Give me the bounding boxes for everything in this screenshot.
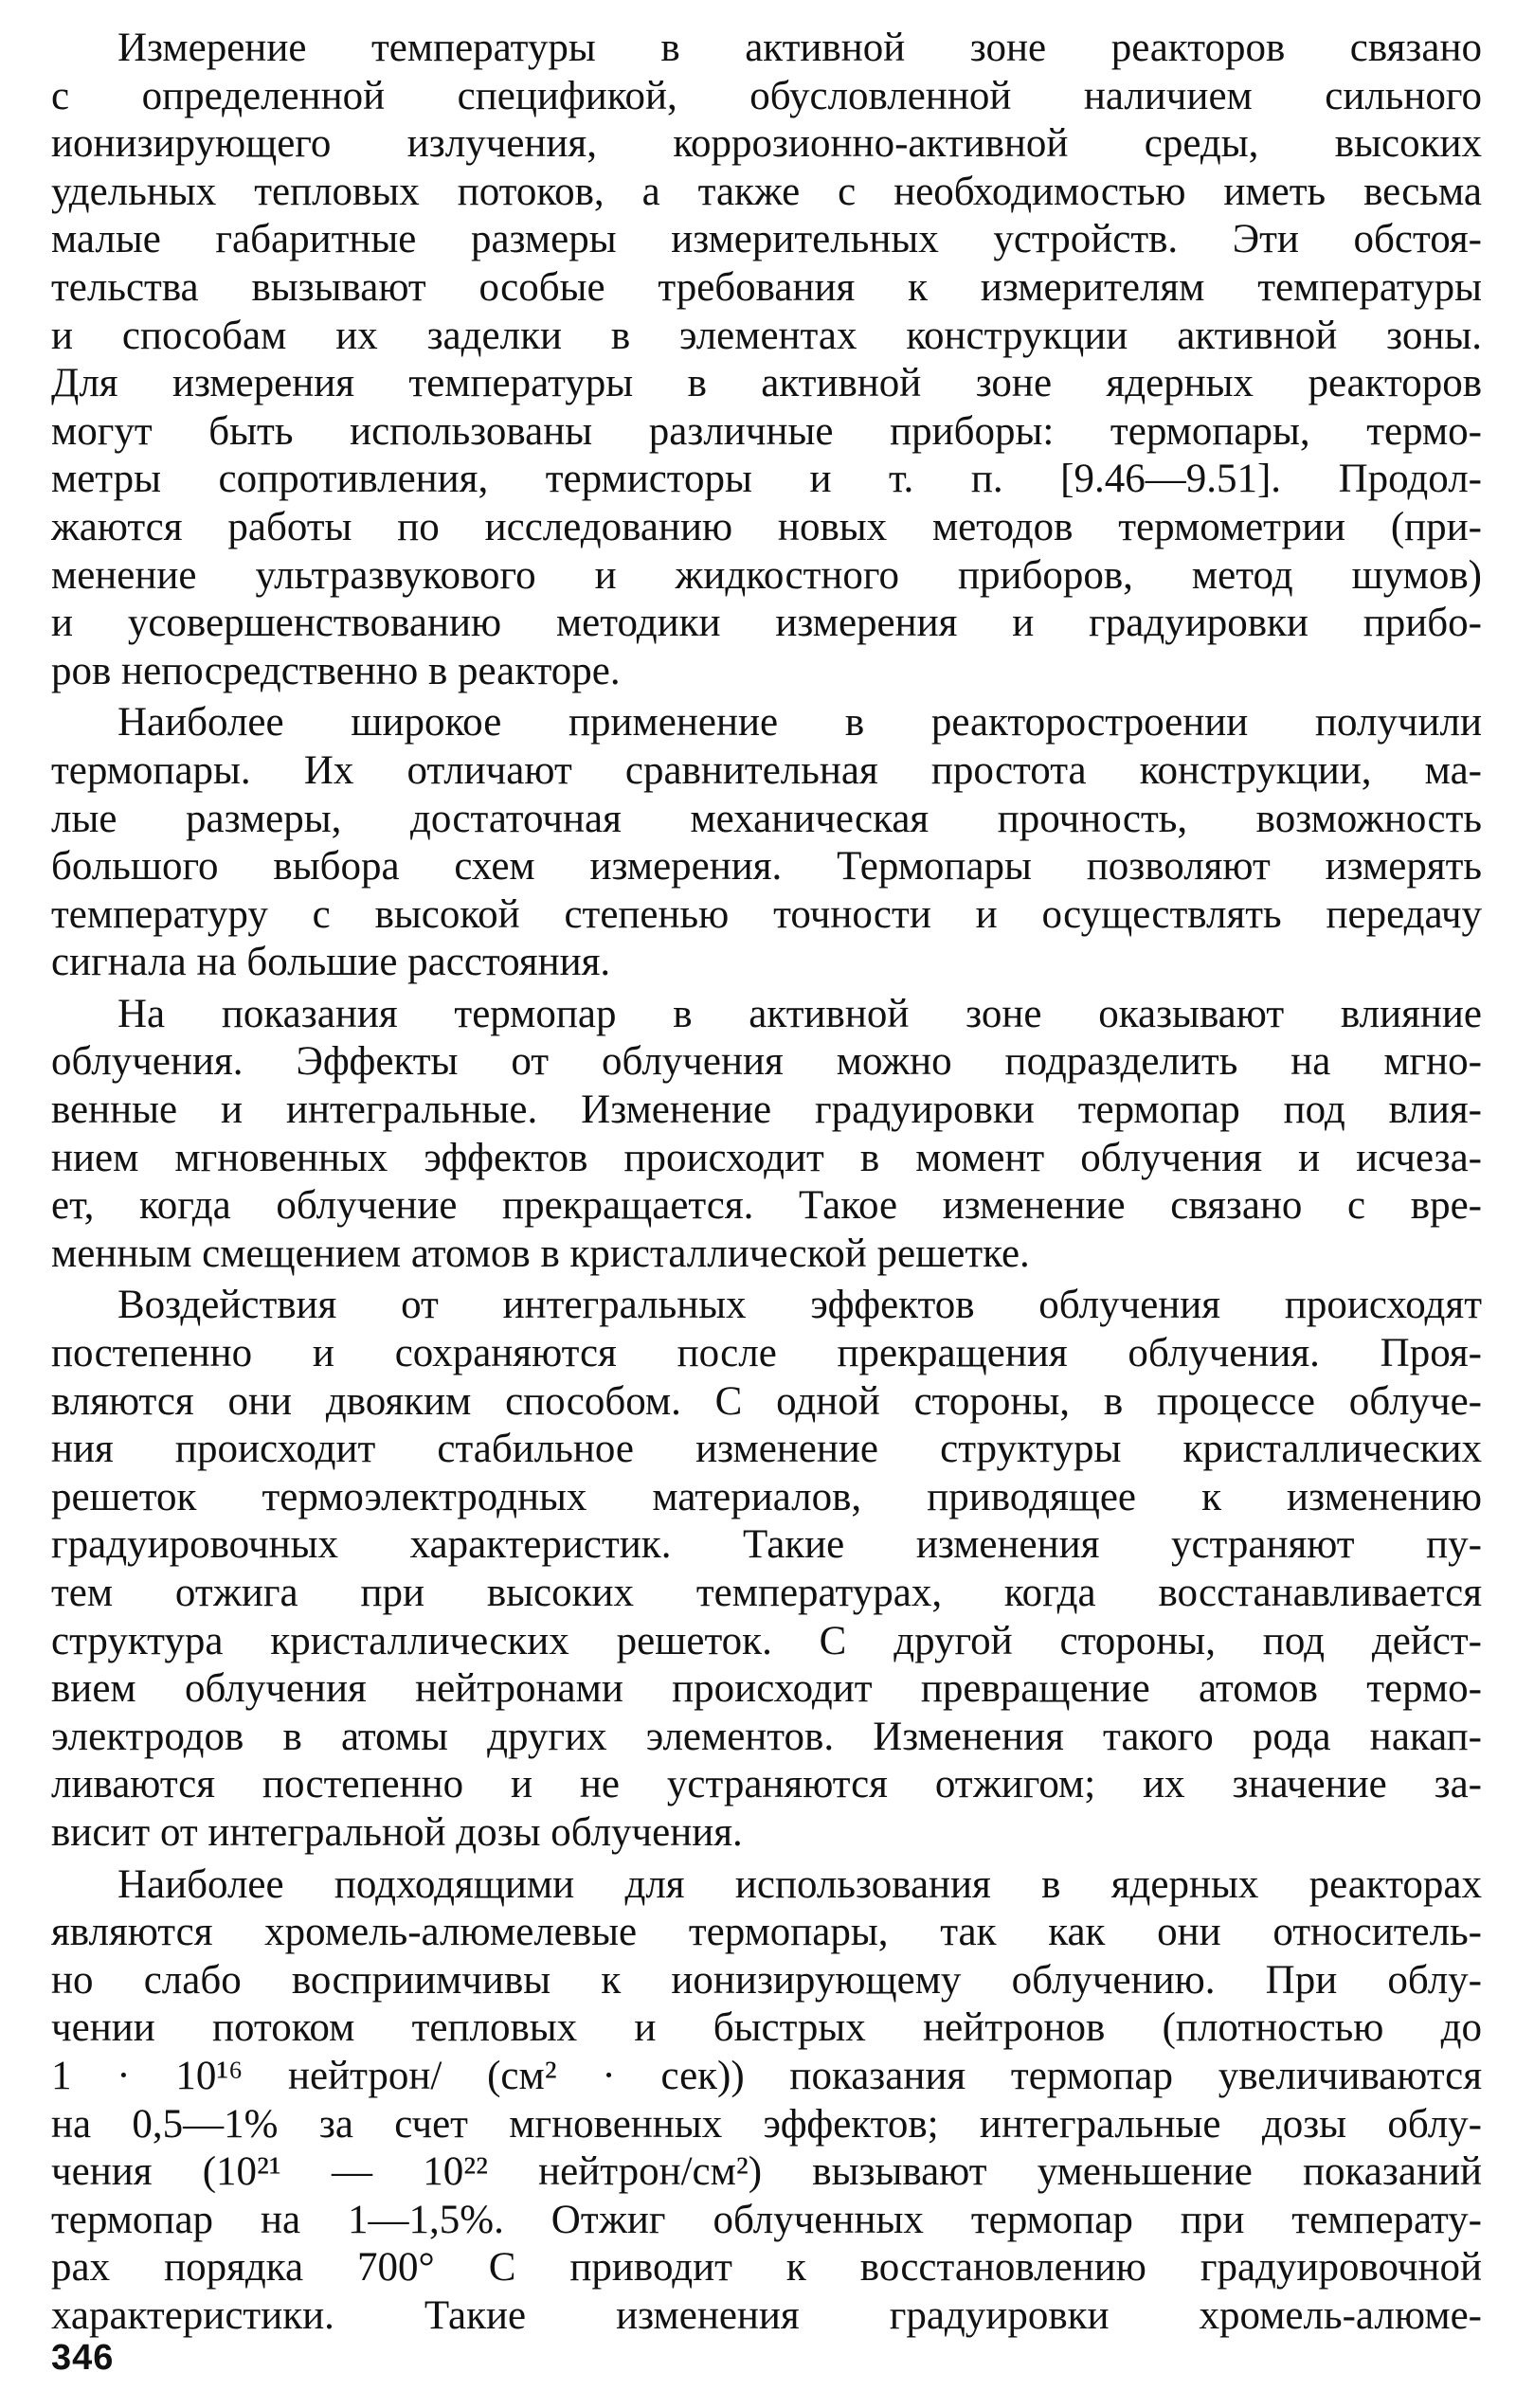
text-line: характеристики. Такие изменения градуировки хромель-алюме- — [51, 2292, 1482, 2338]
text-line: венные и интегральные. Изменение градуировки термопар под влия- — [51, 1087, 1482, 1133]
text-line: На показания термопар в активной зоне оказывают влияние — [117, 991, 1482, 1036]
text-line: решеток термоэлектродных материалов, приводящее к изменению — [51, 1474, 1482, 1519]
text-line: могут быть использованы различные приборы: термопары, термо- — [51, 408, 1482, 454]
text-column — [51, 25, 1482, 2341]
text-line: вием облучения нейтронами происходит превращение атомов термо- — [51, 1666, 1482, 1712]
text-line: менение ультразвукового и жидкостного приборов, метод шумов) — [51, 552, 1482, 598]
text-line: с определенной спецификой, обусловленной наличием сильного — [51, 73, 1482, 118]
text-line: но слабо восприимчивы к ионизирующему облучению. При облу- — [51, 1957, 1482, 2003]
text-line: ния происходит стабильное изменение структуры кристаллических — [51, 1427, 1482, 1472]
text-line: термопар на 1—1,5%. Отжиг облученных термопар при температу- — [51, 2197, 1482, 2242]
text-line: метры сопротивления, термисторы и т. п. [9.46—9.51]. Продол- — [51, 457, 1482, 502]
text-line: облучения. Эффекты от облучения можно подразделить на мгно- — [51, 1039, 1482, 1085]
text-line: 1 · 10¹⁶ нейтрон/ (см² · сек)) показания термопар увеличиваются — [51, 2053, 1482, 2098]
text-line: и способам их заделки в элементах конструкции активной зоны. — [51, 313, 1482, 358]
text-line: висит от интегральной дозы облучения. — [51, 1809, 743, 1855]
text-line: Наиболее широкое применение в реакторостроении получили — [117, 700, 1482, 746]
text-line: удельных тепловых потоков, а также с необходимостью иметь весьма — [51, 169, 1482, 214]
text-line: Измерение температуры в активной зоне реакторов связано — [117, 26, 1482, 70]
text-line: нием мгновенных эффектов происходит в момент облучения и исчеза- — [51, 1135, 1482, 1180]
text-line: менным смещением атомов в кристаллической решетке. — [51, 1231, 1030, 1276]
text-line: Наиболее подходящими для использования в ядерных реакторах — [117, 1861, 1482, 1907]
text-line: жаются работы по исследованию новых методов термометрии (при- — [51, 504, 1482, 549]
text-line: чения (10²¹ — 10²² нейтрон/см²) вызывают уменьшение показаний — [51, 2149, 1482, 2195]
text-line: рах порядка 700° С приводит к восстановлению градуировочной — [51, 2245, 1482, 2291]
text-line: и усовершенствованию методики измерения и градуировки прибо- — [51, 601, 1482, 646]
page-number: 346 — [51, 2338, 115, 2378]
text-line: Для измерения температуры в активной зоне ядерных реакторов — [51, 361, 1482, 406]
text-line: Воздействия от интегральных эффектов облучения происходят — [117, 1283, 1482, 1328]
text-line: ет, когда облучение прекращается. Такое изменение связано с вре- — [51, 1183, 1482, 1229]
text-line: электродов в атомы других элементов. Изменения такого рода накап- — [51, 1714, 1482, 1759]
text-line: вляются они двояким способом. С одной стороны, в процессе облуче- — [51, 1378, 1482, 1424]
text-line: лые размеры, достаточная механическая прочность, возможность — [51, 796, 1482, 841]
text-line: постепенно и сохраняются после прекращения облучения. Проя- — [51, 1331, 1482, 1376]
text-line: чении потоком тепловых и быстрых нейтронов (плотностью до — [51, 2005, 1482, 2051]
text-line: являются хромель-алюмелевые термопары, так как они относитель- — [51, 1910, 1482, 1955]
text-line: температуру с высокой степенью точности и осуществлять передачу — [51, 891, 1482, 937]
text-line: термопары. Их отличают сравнительная простота конструкции, ма- — [51, 747, 1482, 793]
text-line: ионизирующего излучения, коррозионно-активной среды, высоких — [51, 121, 1482, 167]
text-line: ров непосредственно в реакторе. — [51, 648, 621, 693]
text-line: на 0,5—1% за счет мгновенных эффектов; интегральные дозы облу- — [51, 2101, 1482, 2147]
text-line: сигнала на большие расстояния. — [51, 940, 611, 985]
text-line: тем отжига при высоких температурах, когда восстанавливается — [51, 1571, 1482, 1615]
text-line: большого выбора схем измерения. Термопары позволяют измерять — [51, 844, 1482, 890]
text-line: градуировочных характеристик. Такие изменения устраняют пу- — [51, 1522, 1482, 1568]
text-line: тельства вызывают особые требования к измерителям температуры — [51, 264, 1482, 310]
text-line: структура кристаллических решеток. С другой стороны, под дейст- — [51, 1618, 1482, 1663]
text-line: ливаются постепенно и не устраняются отжигом; их значение за- — [51, 1762, 1482, 1807]
text-line: малые габаритные размеры измерительных устройств. Эти обстоя- — [51, 217, 1482, 262]
